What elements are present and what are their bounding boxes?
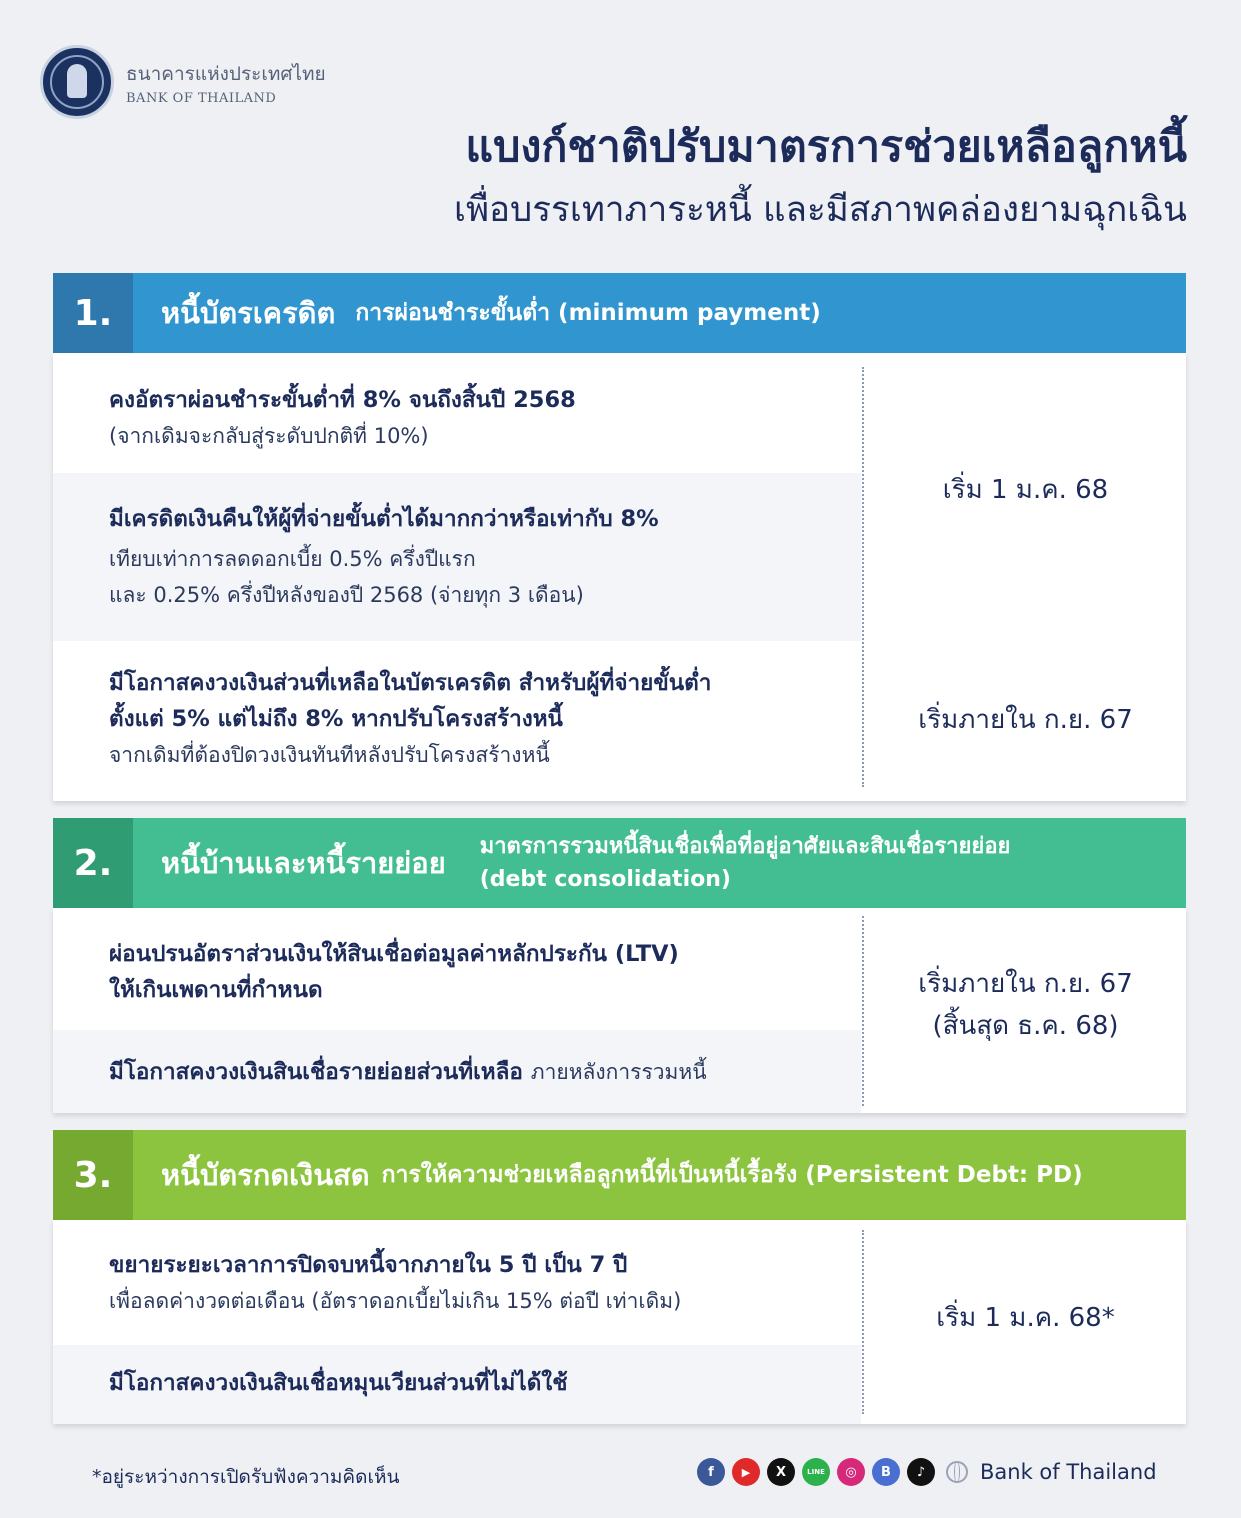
x-icon[interactable]: X <box>767 1458 795 1486</box>
tiktok-icon[interactable]: ♪ <box>907 1458 935 1486</box>
list-item: มีเครดิตเงินคืนให้ผู้ที่จ่ายขั้นต่ำได้มากกว่าหรือเท่ากับ 8% เทียบเท่าการลดดอกเบี้ย 0.5% ครึ่งปีแรก และ 0.25% ครึ่งปีหลังของปี 2568 (จ่ายทุก 3 เดือน) <box>53 473 861 641</box>
end-date: (สิ้นสุด ธ.ค. 68) <box>932 1011 1119 1041</box>
section-subtitle: การให้ความช่วยเหลือลูกหนี้ที่เป็นหนี้เรื้อรัง (Persistent Debt: PD) <box>381 1161 1083 1188</box>
facebook-icon[interactable]: f <box>697 1458 725 1486</box>
section-header <box>53 273 1186 353</box>
footnote: *อยู่ระหว่างการเปิดรับฟังความคิดเห็น <box>92 1466 400 1488</box>
list-item: คงอัตราผ่อนชำระขั้นต่ำที่ 8% จนถึงสิ้นปี 2568 (จากเดิมจะกลับสู่ระดับปกติที่ 10%) <box>109 387 576 448</box>
section-credit-card <box>53 273 1186 801</box>
blockdit-icon[interactable]: B <box>872 1458 900 1486</box>
globe-icon[interactable] <box>946 1461 968 1483</box>
section-number: 3. <box>53 1130 133 1220</box>
youtube-icon[interactable]: ▶ <box>732 1458 760 1486</box>
line-icon[interactable]: LINE <box>802 1458 830 1486</box>
section-cash-card <box>53 1130 1186 1424</box>
page-subtitle: เพื่อบรรเทาภาระหนี้ และมีสภาพคล่องยามฉุกเฉิน <box>453 190 1187 230</box>
page-title: แบงก์ชาติปรับมาตรการช่วยเหลือลูกหนี้ <box>465 122 1187 172</box>
instagram-icon[interactable]: ◎ <box>837 1458 865 1486</box>
section-title: หนี้บัตรเครดิต <box>161 296 336 330</box>
section-title: หนี้บัตรกดเงินสด <box>161 1158 370 1192</box>
start-date: เริ่มภายใน ก.ย. 67 <box>918 705 1133 735</box>
list-item: ผ่อนปรนอัตราส่วนเงินให้สินเชื่อต่อมูลค่าหลักประกัน (LTV) ให้เกินเพดานที่กำหนด <box>109 941 679 1003</box>
section-card <box>53 353 1186 801</box>
section-header <box>53 818 1186 908</box>
bot-seal-icon <box>40 45 114 119</box>
section-card <box>53 908 1186 1113</box>
divider <box>862 367 864 787</box>
start-date: เริ่ม 1 ม.ค. 68 <box>942 475 1109 505</box>
start-date: เริ่มภายใน ก.ย. 67 <box>918 969 1133 999</box>
section-title: หนี้บ้านและหนี้รายย่อย <box>161 846 446 880</box>
section-card <box>53 1220 1186 1424</box>
bot-logo <box>40 45 326 119</box>
section-number: 2. <box>53 818 133 908</box>
brand-name: Bank of Thailand <box>980 1460 1157 1484</box>
section-housing-retail <box>53 818 1186 1113</box>
section-subtitle: มาตรการรวมหนี้สินเชื่อเพื่อที่อยู่อาศัยและสินเชื่อรายย่อย (debt consolidation) <box>479 834 1011 892</box>
org-name-th: ธนาคารแห่งประเทศไทย <box>126 62 326 85</box>
start-date: เริ่ม 1 ม.ค. 68* <box>936 1303 1115 1333</box>
list-item: มีโอกาสคงวงเงินสินเชื่อหมุนเวียนส่วนที่ไม่ได้ใช้ <box>53 1345 861 1424</box>
divider <box>862 1230 864 1414</box>
org-name-en: BANK OF THAILAND <box>126 90 277 106</box>
section-header <box>53 1130 1186 1220</box>
list-item: มีโอกาสคงวงเงินสินเชื่อรายย่อยส่วนที่เหลือ ภายหลังการรวมหนี้ <box>53 1030 861 1113</box>
section-number: 1. <box>53 273 133 353</box>
section-subtitle: การผ่อนชำระขั้นต่ำ (minimum payment) <box>355 299 821 326</box>
list-item: มีโอกาสคงวงเงินส่วนที่เหลือในบัตรเครดิต สำหรับผู้ที่จ่ายขั้นต่ำ ตั้งแต่ 5% แต่ไม่ถึง 8% หากปรับโครงสร้างหนี้ จากเดิมที่ต้องปิดวงเงินทันทีหลังปรับโครงสร้างหนี้ <box>109 670 712 767</box>
list-item: ขยายระยะเวลาการปิดจบหนี้จากภายใน 5 ปี เป็น 7 ปี เพื่อลดค่างวดต่อเดือน (อัตราดอกเบี้ยไม่เกิน 15% ต่อปี เท่าเดิม) <box>109 1252 682 1313</box>
social-bar <box>697 1458 1157 1486</box>
divider <box>862 916 864 1106</box>
